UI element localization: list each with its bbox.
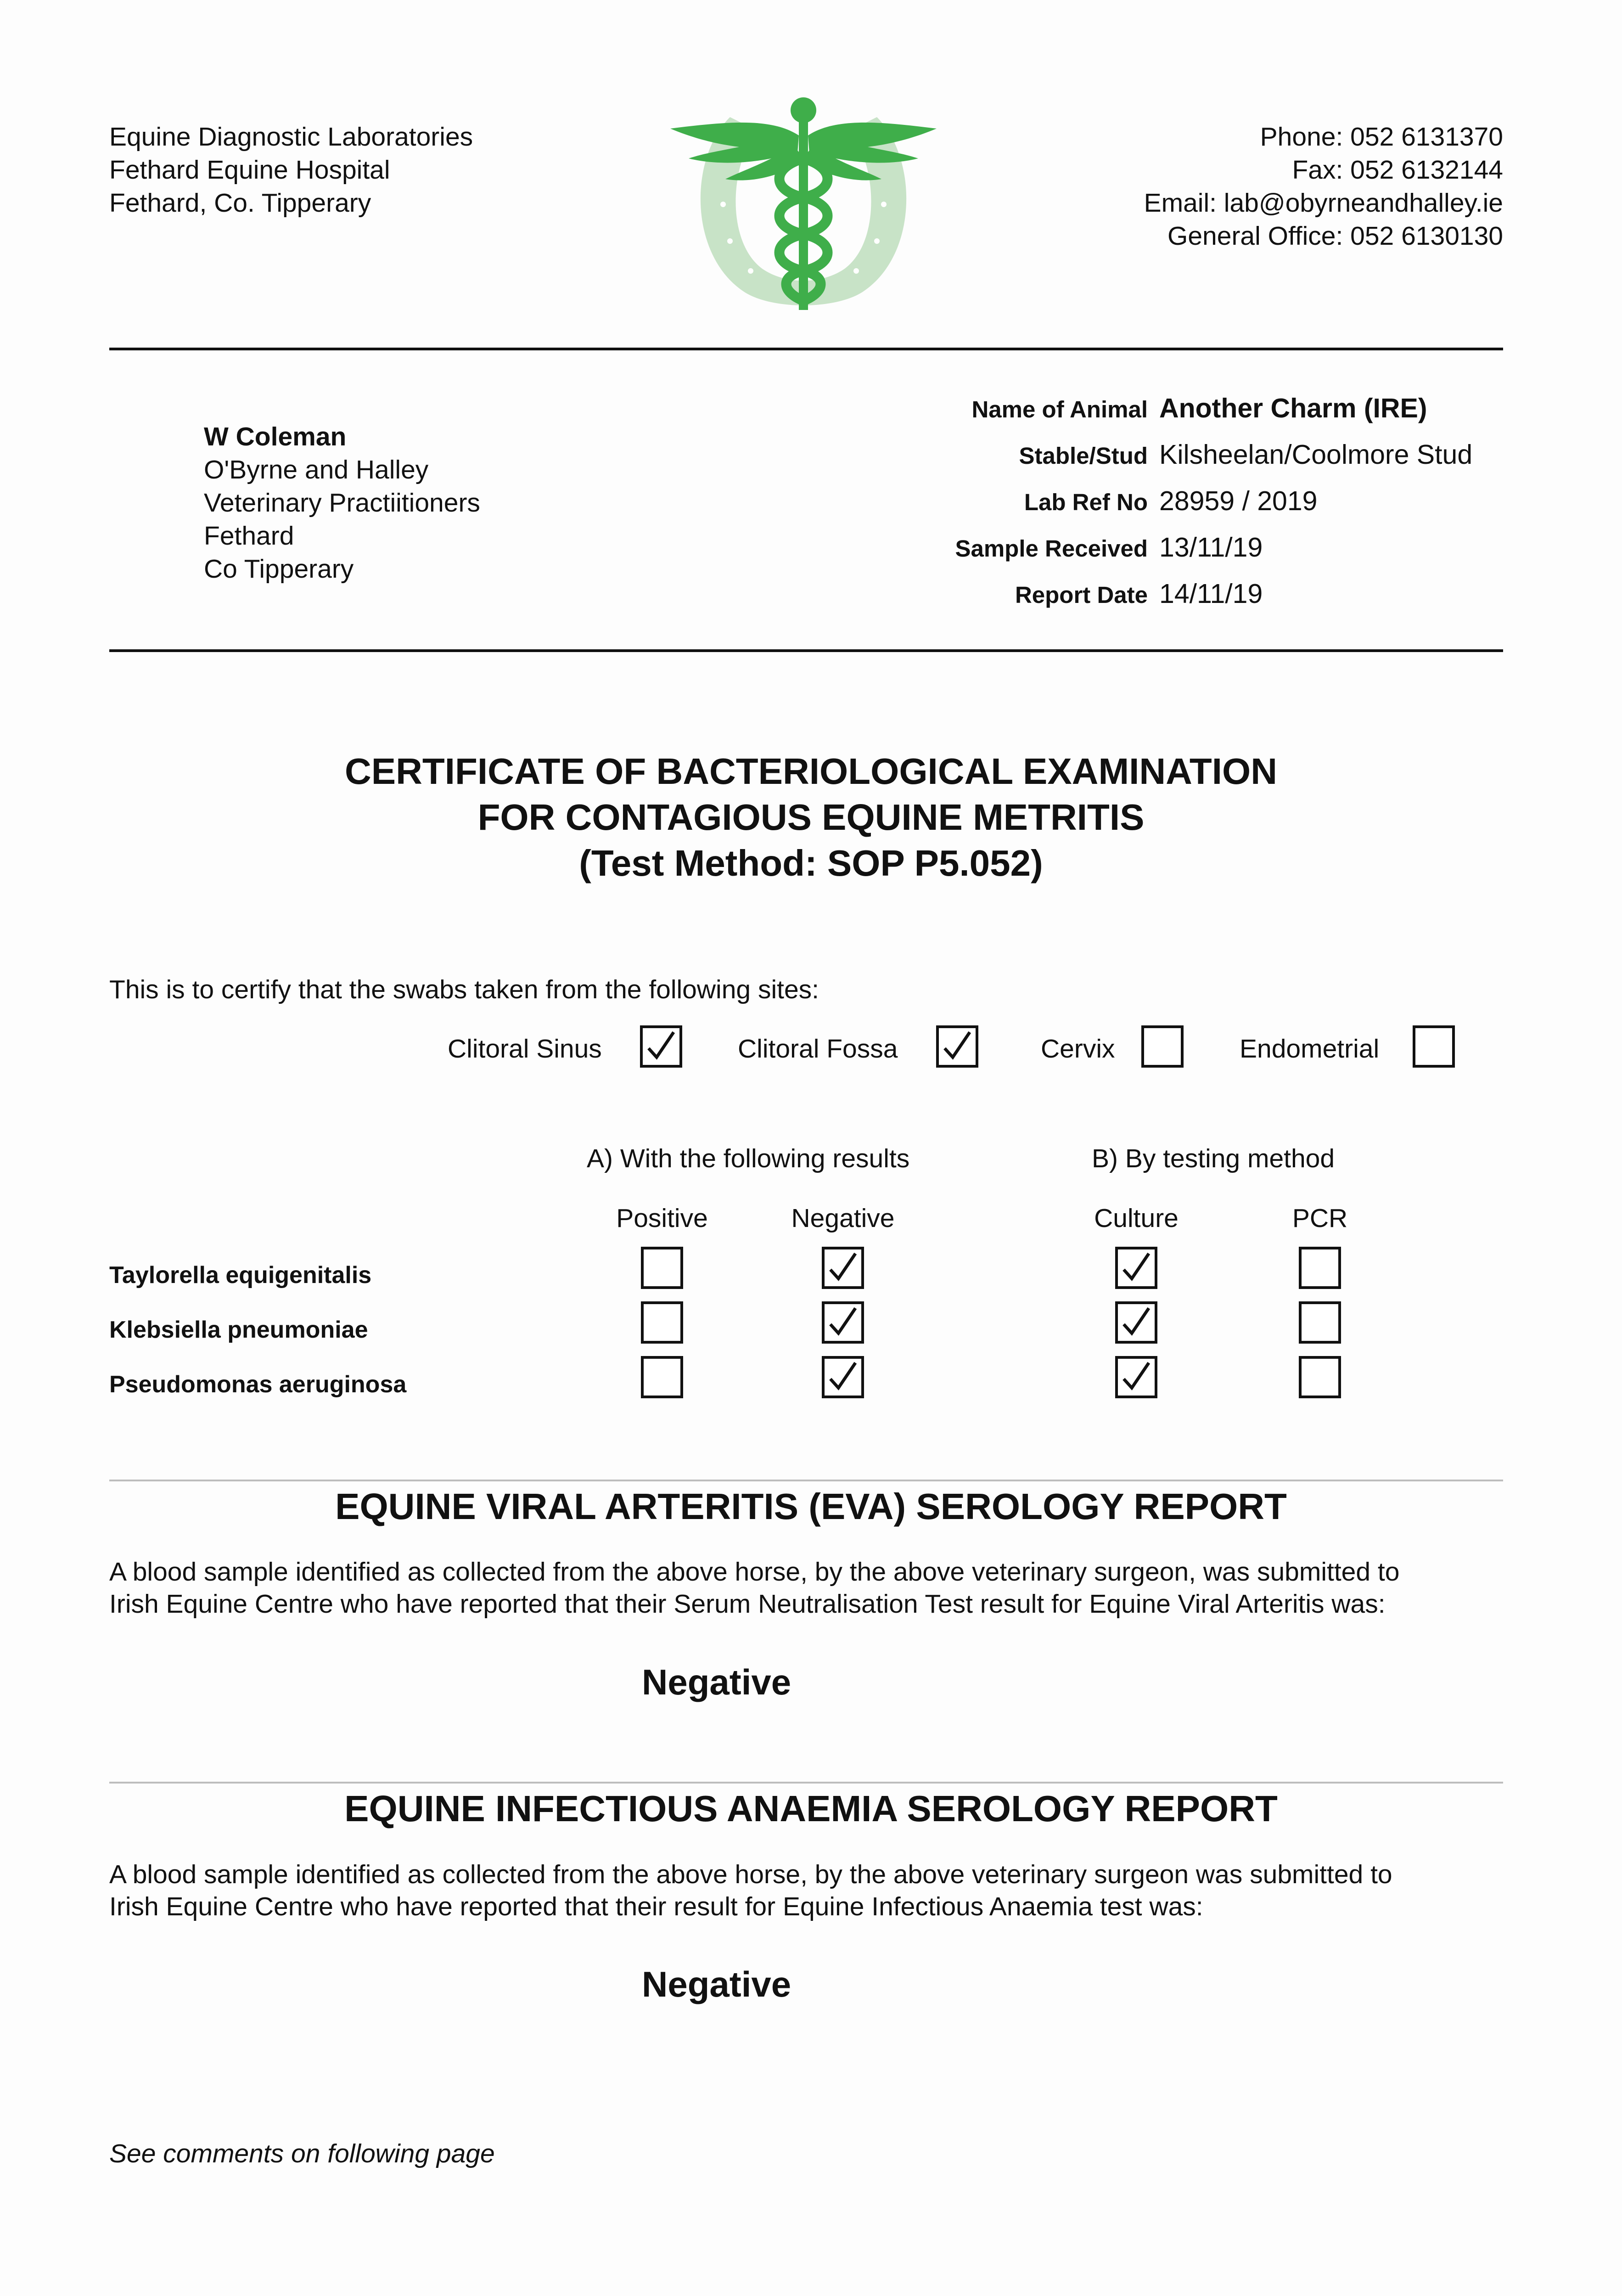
organism-label: Klebsiella pneumoniae	[109, 1317, 368, 1343]
recipient-line: Fethard	[204, 521, 294, 551]
column-pcr: PCR	[1292, 1204, 1348, 1233]
email-address[interactable]: Email: lab@obyrneandhalley.ie	[1144, 188, 1503, 218]
lab-address	[109, 120, 473, 219]
eia-text	[109, 1858, 1392, 1923]
recipient-line: O'Byrne and Halley	[204, 455, 429, 484]
method-group-heading: B) By testing method	[1092, 1144, 1335, 1173]
checkmark-icon	[825, 1305, 861, 1340]
checkmark-icon	[1118, 1305, 1154, 1340]
eva-title: EQUINE VIRAL ARTERITIS (EVA) SEROLOGY REPORT	[335, 1486, 1287, 1527]
checkbox-culture[interactable]	[1115, 1301, 1157, 1344]
recipient-line: Veterinary Practiitioners	[204, 488, 480, 518]
checkbox-positive[interactable]	[641, 1301, 683, 1344]
report-date-label: Report Date	[1015, 582, 1148, 608]
organism-label: Pseudomonas aeruginosa	[109, 1371, 407, 1398]
eva-divider	[109, 1480, 1503, 1481]
checkbox-clitoral-sinus[interactable]	[640, 1025, 682, 1068]
site-label-cervix: Cervix	[1041, 1034, 1115, 1064]
recipient-block	[204, 420, 480, 585]
general-office-number: General Office: 052 6130130	[1167, 221, 1503, 251]
certificate-title-line: (Test Method: SOP P5.052)	[579, 843, 1043, 884]
checkbox-pcr[interactable]	[1299, 1301, 1341, 1344]
lab-address-line: Fethard, Co. Tipperary	[109, 188, 371, 218]
eva-result: Negative	[642, 1662, 791, 1702]
eva-text-line: A blood sample identified as collected from the above horse, by the above veterinary surgeon, was submitted to	[109, 1557, 1400, 1587]
eia-result: Negative	[642, 1964, 791, 2004]
animal-name-value: Another Charm (IRE)	[1159, 393, 1427, 423]
lab-ref-value: 28959 / 2019	[1159, 486, 1318, 516]
results-group-heading: A) With the following results	[587, 1144, 910, 1173]
checkbox-pcr[interactable]	[1299, 1247, 1341, 1289]
recipient-line: Co Tipperary	[204, 554, 354, 584]
checkbox-positive[interactable]	[641, 1356, 683, 1398]
sample-received-label: Sample Received	[955, 535, 1148, 562]
site-label-clitoral-fossa: Clitoral Fossa	[738, 1034, 898, 1064]
checkmark-icon	[1118, 1359, 1154, 1395]
column-culture: Culture	[1094, 1204, 1179, 1233]
checkbox-endometrial[interactable]	[1413, 1025, 1455, 1068]
checkbox-clitoral-fossa[interactable]	[936, 1025, 978, 1068]
animal-name-label: Name of Animal	[971, 396, 1148, 422]
checkbox-cervix[interactable]	[1141, 1025, 1184, 1068]
checkbox-culture[interactable]	[1115, 1247, 1157, 1289]
eva-text-line: Irish Equine Centre who have reported that their Serum Neutralisation Test result for Equine Viral Arteritis was:	[109, 1589, 1386, 1619]
checkmark-icon	[939, 1029, 975, 1064]
eva-text	[109, 1556, 1399, 1620]
eia-text-line: Irish Equine Centre who have reported that their result for Equine Infectious Anaemia test was:	[109, 1892, 1203, 1921]
certificate-title	[0, 748, 1622, 886]
organism-label: Taylorella equigenitalis	[109, 1262, 372, 1289]
certificate-title-line: CERTIFICATE OF BACTERIOLOGICAL EXAMINATION	[344, 751, 1278, 792]
eia-divider	[109, 1782, 1503, 1784]
fax-number: Fax: 052 6132144	[1292, 155, 1503, 185]
checkmark-icon	[825, 1359, 861, 1395]
site-label-clitoral-sinus: Clitoral Sinus	[448, 1034, 602, 1064]
certificate-intro: This is to certify that the swabs taken from the following sites:	[109, 975, 819, 1004]
checkbox-negative[interactable]	[822, 1247, 864, 1289]
checkmark-icon	[643, 1029, 679, 1064]
stable-stud-label: Stable/Stud	[1019, 443, 1148, 469]
phone-number: Phone: 052 6131370	[1260, 122, 1503, 152]
header-divider	[109, 348, 1503, 350]
sample-received-value: 13/11/19	[1159, 532, 1263, 563]
column-positive: Positive	[616, 1204, 708, 1233]
eia-text-line: A blood sample identified as collected from the above horse, by the above veterinary surgeon was submitted to	[109, 1860, 1392, 1889]
lab-ref-label: Lab Ref No	[1024, 489, 1148, 515]
checkbox-positive[interactable]	[641, 1247, 683, 1289]
site-label-endometrial: Endometrial	[1240, 1034, 1380, 1064]
checkbox-negative[interactable]	[822, 1356, 864, 1398]
eia-title: EQUINE INFECTIOUS ANAEMIA SEROLOGY REPORT	[344, 1788, 1278, 1829]
footer-note: See comments on following page	[109, 2139, 495, 2168]
lab-address-line: Fethard Equine Hospital	[109, 155, 390, 185]
checkbox-negative[interactable]	[822, 1301, 864, 1344]
lab-address-line: Equine Diagnostic Laboratories	[109, 122, 473, 152]
column-negative: Negative	[791, 1204, 895, 1233]
checkbox-culture[interactable]	[1115, 1356, 1157, 1398]
caduceus-horseshoe-logo	[661, 90, 946, 324]
certificate-title-line: FOR CONTAGIOUS EQUINE METRITIS	[477, 797, 1145, 838]
report-date-value: 14/11/19	[1159, 579, 1263, 609]
stable-stud-value: Kilsheelan/Coolmore Stud	[1159, 439, 1473, 470]
info-divider	[109, 649, 1503, 652]
checkmark-icon	[825, 1250, 861, 1286]
checkbox-pcr[interactable]	[1299, 1356, 1341, 1398]
recipient-name: W Coleman	[204, 422, 347, 451]
checkmark-icon	[1118, 1250, 1154, 1286]
lab-contact	[1010, 120, 1503, 253]
